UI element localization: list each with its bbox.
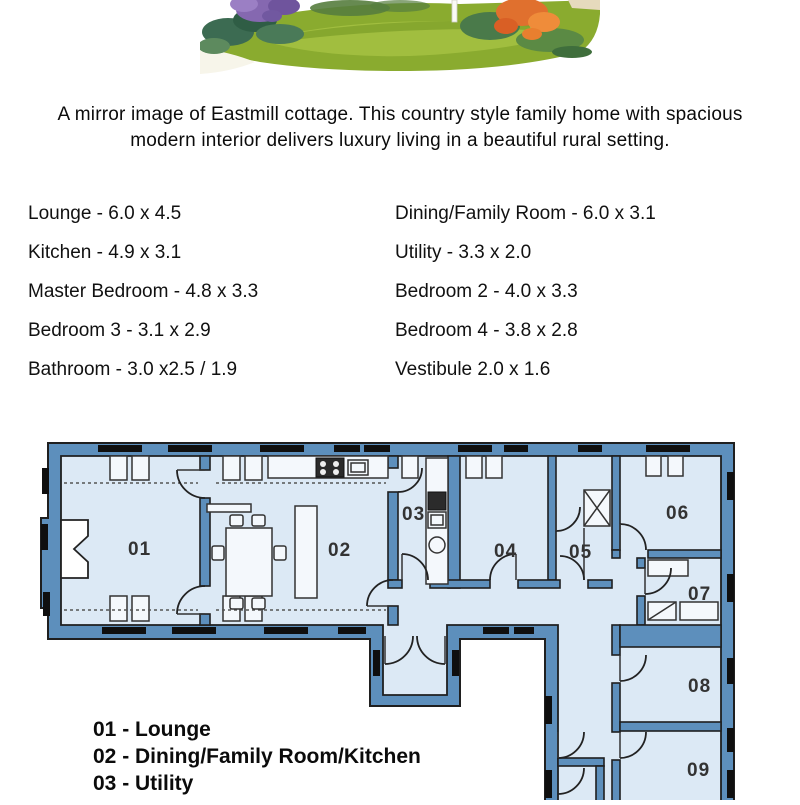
room-dimension-item: Lounge - 6.0 x 4.5 [28,203,182,224]
closet [648,560,688,576]
room-label-01: 01 [128,539,152,560]
white-post [452,0,457,22]
legend-item: 03 - Utility [93,772,194,795]
room-dimension-item: Kitchen - 4.9 x 3.1 [28,242,182,263]
legend-item: 01 - Lounge [93,718,211,741]
room-dimension-item: Dining/Family Room - 6.0 x 3.1 [395,203,656,224]
room-dimension-item: Bathroom - 3.0 x2.5 / 1.9 [28,359,238,380]
floor-plan-legend [93,716,493,797]
garden-illustration-canvas [200,0,600,80]
stove [316,458,344,477]
room-label-06: 06 [666,503,690,524]
washer [428,492,446,510]
garden-illustration [200,0,600,80]
room-dimension-item: Bedroom 3 - 3.1 x 2.9 [28,320,211,341]
room-dimension-item: Bedroom 2 - 4.0 x 3.3 [395,281,578,302]
room-label-03: 03 [402,504,426,525]
room-dimension-item: Utility - 3.3 x 2.0 [395,242,532,263]
room-label-08: 08 [688,676,712,697]
room-dimension-column-right [395,194,775,389]
property-description [0,102,800,154]
room-label-04: 04 [494,541,518,562]
utility-sink [429,537,445,553]
description-line-2: modern interior delivers luxury living in a beautiful rural setting. [130,130,670,151]
kitchen-island [295,506,317,598]
room-label-09: 09 [687,760,711,781]
room-dimension-column-left [28,194,358,389]
dining-table [226,528,272,596]
wall-shelf [207,504,251,512]
room-dimension-item: Master Bedroom - 4.8 x 3.3 [28,281,259,302]
room-label-05: 05 [569,542,593,563]
room-label-07: 07 [688,584,712,605]
legend-item: 02 - Dining/Family Room/Kitchen [93,745,421,768]
room-dimension-item: Bedroom 4 - 3.8 x 2.8 [395,320,578,341]
room-dimension-item: Vestibule 2.0 x 1.6 [395,359,551,380]
room-label-02: 02 [328,540,352,561]
description-line-1: A mirror image of Eastmill cottage. This country style family home with spacious [57,104,743,125]
